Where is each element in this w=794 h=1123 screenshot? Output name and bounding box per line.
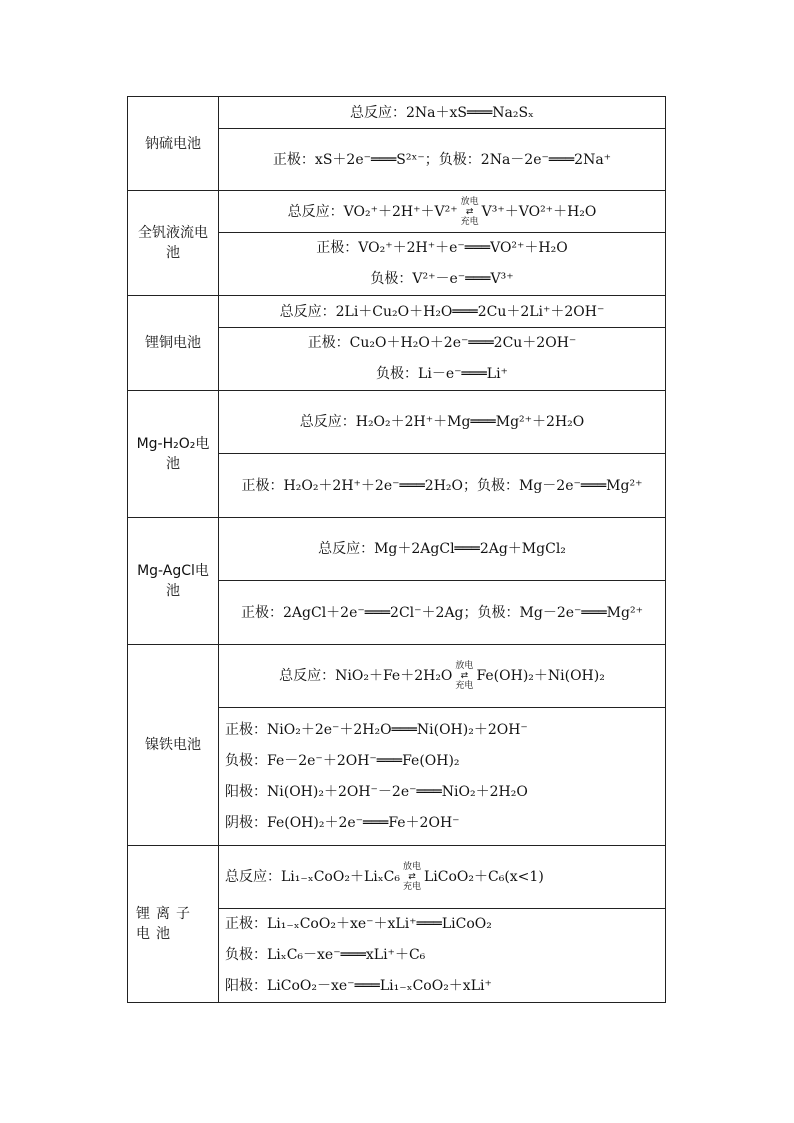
electrode-reactions [219,233,666,296]
total-reaction [219,191,666,233]
reversible-arrow-icon: 放电 ⇄ 充电 [455,661,474,691]
electrode-reaction: 正极：VO₂⁺＋2H⁺＋e⁻═══VO²⁺＋H₂O [316,240,568,256]
electrode-reactions [219,909,666,1003]
electrode-reaction: 正极：2AgCl＋2e⁻═══2Cl⁻＋2Ag；负极：Mg－2e⁻═══Mg²⁺ [219,581,666,645]
battery-name: 全钒液流电池 [128,191,219,296]
electrode-reaction: 正极：Li₁₋ₓCoO₂＋xe⁻＋xLi⁺═══LiCoO₂ [225,916,492,932]
table-row [128,518,666,581]
reversible-arrow-icon: 放电 ⇄ 充电 [402,862,421,892]
battery-name: 镍铁电池 [128,645,219,846]
arrow-discharge-label: 放电 [402,862,421,872]
table-row [128,97,666,129]
total-reaction: 总反应：2Na＋xS═══Na₂Sₓ [219,97,666,129]
reversible-arrow-icon: 放电 ⇄ 充电 [460,196,479,227]
total-reaction-right: V³⁺＋VO²⁺＋H₂O [481,203,597,220]
total-reaction-right: LiCoO₂＋C₆(x<1) [424,869,544,885]
battery-name: 钠硫电池 [128,97,219,191]
arrow-charge-label: 充电 [460,216,479,227]
table-row [128,391,666,454]
total-reaction-left: 总反应：VO₂⁺＋2H⁺＋V²⁺ [287,203,458,220]
arrow-charge-label: 充电 [402,882,421,892]
electrode-reaction: 负极：LiₓC₆－xe⁻═══xLi⁺＋C₆ [225,947,426,963]
electrode-reaction: 阳极：Ni(OH)₂＋2OH⁻－2e⁻═══NiO₂＋2H₂O [225,783,528,800]
arrow-discharge-label: 放电 [460,196,479,207]
arrow-charge-label: 充电 [455,681,474,691]
table-row [128,296,666,328]
battery-name: 锂铜电池 [128,296,219,391]
battery-name: Mg-AgCl电池 [128,518,219,645]
table-row [128,846,666,909]
total-reaction: 总反应：Mg＋2AgCl═══2Ag＋MgCl₂ [219,518,666,581]
electrode-reaction: 负极：Li－e⁻═══Li⁺ [376,366,508,382]
electrode-reaction: 负极：Fe－2e⁻＋2OH⁻═══Fe(OH)₂ [225,752,460,769]
total-reaction-right: Fe(OH)₂＋Ni(OH)₂ [476,668,605,684]
arrow-discharge-label: 放电 [455,661,474,671]
electrode-reaction: 阴极：Fe(OH)₂＋2e⁻═══Fe＋2OH⁻ [225,814,460,831]
total-reaction: 总反应：H₂O₂＋2H⁺＋Mg═══Mg²⁺＋2H₂O [219,391,666,454]
battery-name: Mg-H₂O₂电池 [128,391,219,518]
table-row [128,191,666,233]
electrode-reaction: 正极：NiO₂＋2e⁻＋2H₂O═══Ni(OH)₂＋2OH⁻ [225,721,528,738]
electrode-reaction: 正极：xS＋2e⁻═══S²ˣ⁻；负极：2Na－2e⁻═══2Na⁺ [219,129,666,191]
total-reaction [219,846,666,909]
total-reaction-left: 总反应：Li₁₋ₓCoO₂＋LiₓC₆ [225,869,400,885]
battery-reactions-table [127,96,666,1003]
table-row [128,645,666,708]
total-reaction [219,645,666,708]
total-reaction: 总反应：2Li＋Cu₂O＋H₂O═══2Cu＋2Li⁺＋2OH⁻ [219,296,666,328]
electrode-reactions [219,708,666,846]
electrode-reaction: 阳极：LiCoO₂－xe⁻═══Li₁₋ₓCoO₂＋xLi⁺ [225,978,492,994]
total-reaction-left: 总反应：NiO₂＋Fe＋2H₂O [279,668,453,684]
battery-name: 锂离子电池 [128,846,219,1003]
electrode-reaction: 负极：V²⁺－e⁻═══V³⁺ [370,271,514,287]
electrode-reactions [219,328,666,391]
electrode-reaction: 正极：Cu₂O＋H₂O＋2e⁻═══2Cu＋2OH⁻ [307,335,577,351]
electrode-reaction: 正极：H₂O₂＋2H⁺＋2e⁻═══2H₂O；负极：Mg－2e⁻═══Mg²⁺ [219,454,666,518]
